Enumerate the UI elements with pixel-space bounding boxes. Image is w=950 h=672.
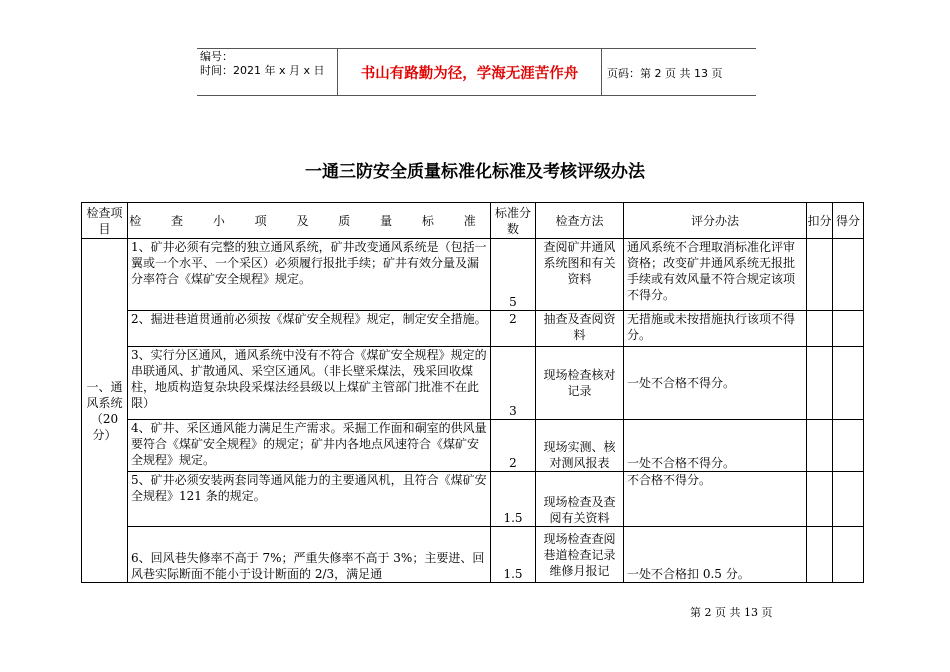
table-row — [82, 311, 864, 347]
document-header — [197, 48, 756, 96]
item-content: 6、回风巷失修率不高于 7%；严重失修率不高于 3%；主要进、回风巷实际断面不能小于设计断面的 2/3，满足通 — [128, 527, 491, 583]
header-deduct: 扣分 — [807, 203, 833, 239]
get-cell — [833, 527, 864, 583]
item-content: 4、矿井、采区通风能力满足生产需求。采掘工作面和硐室的供风量要符合《煤矿安全规程》的规定；矿井内各地点风速符合《煤矿安全规程》规定。 — [128, 420, 491, 472]
item-rating: 一处不合格不得分。 — [624, 347, 807, 420]
number-label: 编号： — [200, 50, 233, 63]
header-score: 标准分数 — [491, 203, 536, 239]
header-rating: 评分办法 — [624, 203, 807, 239]
item-content: 3、实行分区通风，通风系统中没有不符合《煤矿安全规程》规定的串联通风、扩散通风、采空区通风。（非长壁采煤法，残采回收煤柱，地质构造复杂块段采煤法经县级以上煤矿主管部门批准不在此限） — [128, 347, 491, 420]
item-score: 1.5 — [491, 527, 536, 583]
deduct-cell — [807, 420, 833, 472]
standards-table — [81, 202, 864, 583]
item-method: 查阅矿井通风系统图和有关资料 — [536, 239, 624, 311]
table-row — [82, 239, 864, 311]
header-get: 得分 — [833, 203, 864, 239]
item-content: 1、矿井必须有完整的独立通风系统，矿井改变通风系统是（包括一翼或一个水平、一个采区）必须履行报批手续；矿井有效分量及漏分率符合《煤矿安全规程》规定。 — [128, 239, 491, 311]
table-row — [82, 347, 864, 420]
item-method: 现场检查查阅巷道检查记录维修月报记 — [536, 527, 624, 583]
item-rating: 不合格不得分。 — [624, 472, 807, 527]
table-row — [82, 420, 864, 472]
time-label: 时间：2021 年 x 月 x 日 — [200, 64, 325, 77]
table-header-row — [82, 203, 864, 239]
document-title: 一通三防安全质量标准化标准及考核评级办法 — [305, 162, 645, 182]
motto-text: 书山有路勤为径，学海无涯苦作舟 — [360, 66, 579, 82]
item-score: 2 — [491, 420, 536, 472]
header-bottom-rule — [197, 95, 756, 96]
category-cell: 一、通风系统（20分） — [82, 239, 128, 583]
item-score: 2 — [491, 311, 536, 347]
item-method: 现场实测、核对测风报表 — [536, 420, 624, 472]
page-label: 页码：第 2 页 共 13 页 — [607, 67, 723, 80]
deduct-cell — [807, 239, 833, 311]
header-content: 检 查 小 项 及 质 量 标 准 — [128, 203, 491, 239]
deduct-cell — [807, 527, 833, 583]
header-divider — [601, 48, 602, 96]
item-method: 现场检查核对记录 — [536, 347, 624, 420]
item-rating: 一处不合格不得分。 — [624, 420, 807, 472]
item-score: 5 — [491, 239, 536, 311]
header-item: 检查项目 — [82, 203, 128, 239]
item-rating: 通风系统不合理取消标准化评审资格；改变矿井通风系统无报批手续或有效风量不符合规定该项不得分。 — [624, 239, 807, 311]
item-content: 5、矿井必须安装两套同等通风能力的主要通风机，且符合《煤矿安全规程》121 条的规定。 — [128, 472, 491, 527]
deduct-cell — [807, 472, 833, 527]
item-rating: 一处不合格扣 0.5 分。 — [624, 527, 807, 583]
get-cell — [833, 472, 864, 527]
get-cell — [833, 311, 864, 347]
header-method: 检查方法 — [536, 203, 624, 239]
table-row — [82, 472, 864, 527]
deduct-cell — [807, 311, 833, 347]
item-rating: 无措施或未按措施执行该项不得分。 — [624, 311, 807, 347]
item-score: 1.5 — [491, 472, 536, 527]
header-meta — [200, 50, 325, 78]
deduct-cell — [807, 347, 833, 420]
item-content: 2、掘进巷道贯通前必须按《煤矿安全规程》规定，制定安全措施。 — [128, 311, 491, 347]
header-top-rule — [197, 48, 756, 49]
get-cell — [833, 347, 864, 420]
item-score: 3 — [491, 347, 536, 420]
item-method: 现场检查及查阅有关资料 — [536, 472, 624, 527]
get-cell — [833, 420, 864, 472]
table-row — [82, 527, 864, 583]
page-footer: 第 2 页 共 13 页 — [690, 606, 773, 619]
item-method: 抽查及查阅资料 — [536, 311, 624, 347]
get-cell — [833, 239, 864, 311]
